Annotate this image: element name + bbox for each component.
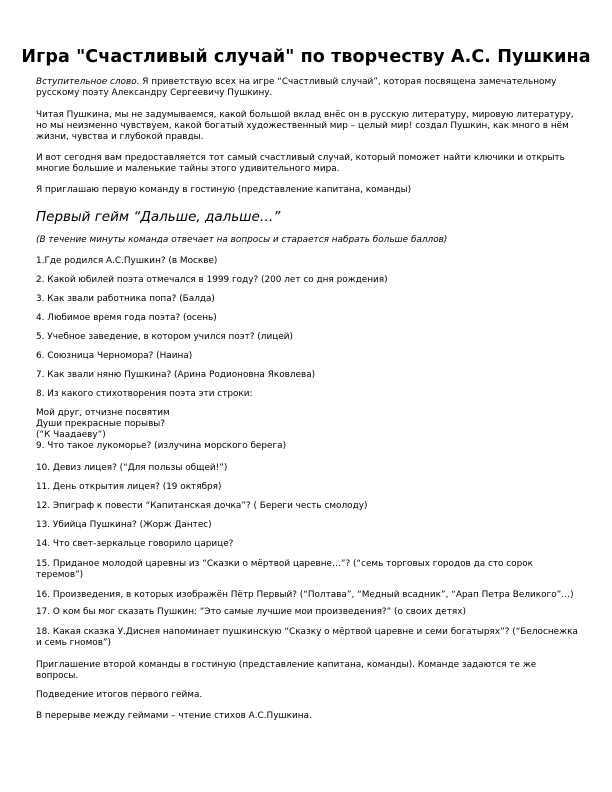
poem-line: Души прекрасные порывы? (36, 419, 166, 429)
text-line: жизни, чувства и глубокой правды. (36, 132, 204, 142)
question-1: 1.Где родился А.С.Пушкин? (в Москве) (36, 256, 218, 266)
text-line: теремов”) (36, 570, 84, 580)
text-line: Читая Пушкина, мы не задумываемся, какой большой вклад внёс он в русскую литературу, мировую литературу, (36, 110, 574, 120)
question-11: 11. День открытия лицея? (19 октября) (36, 482, 222, 492)
poem-line: (“К Чаадаеву”) (36, 430, 106, 440)
question-14: 14. Что свет-зеркальце говорило царице? (36, 539, 234, 549)
paragraph-invite-first-team: Я приглашаю первую команду в гостиную (представление капитана, команды) (36, 185, 412, 195)
page-title: Игра "Счастливый случай" по творчеству А.С. Пушкина (21, 47, 591, 67)
question-7: 7. Как звали няню Пушкина? (Арина Родионовна Яковлева) (36, 370, 316, 380)
question-17: 17. О ком бы мог сказать Пушкин: “Это самые лучшие мои произведения?” (о своих детях) (36, 607, 466, 617)
question-2: 2. Какой юбилей поэта отмечался в 1999 году? (200 лет со дня рождения) (36, 275, 388, 285)
text-line: И вот сегодня вам предоставляется тот самый счастливый случай, который поможет найти ключики и открыть (36, 153, 565, 163)
intro-text: Я приветствую всех на игре “Счастливый случай”, которая посвящена замечательному (139, 77, 557, 87)
game1-note: (В течение минуты команда отвечает на вопросы и старается набрать больше баллов) (36, 235, 448, 245)
question-18 (36, 627, 584, 649)
question-16: 16. Произведения, в которых изображён Пётр Первый? (“Полтава”, “Медный всадник”, “Арап Петра Великого”…) (36, 590, 574, 600)
paragraph-summary: Подведение итогов первого гейма. (36, 690, 203, 700)
question-9: 9. Что такое лукоморье? (излучина морского берега) (36, 441, 287, 451)
text-line: Приглашение второй команды в гостиную (представление капитана, команды). Команде задаются те же (36, 660, 537, 670)
intro-label: Вступительное слово. (36, 77, 140, 87)
question-13: 13. Убийца Пушкина? (Жорж Дантес) (36, 520, 212, 530)
text-line: 15. Приданое молодой царевны из “Сказки о мёртвой царевне…”? (“семь торговых городов да сто сорок (36, 559, 534, 569)
paragraph-happy-case (36, 153, 584, 175)
paragraph-break-reading: В перерыве между геймами – чтение стихов А.С.Пушкина. (36, 711, 312, 721)
question-4: 4. Любимое время года поэта? (осень) (36, 313, 217, 323)
question-8: 8. Из какого стихотворения поэта эти строки: (36, 389, 253, 399)
question-5: 5. Учебное заведение, в котором учился поэт? (лицей) (36, 332, 293, 342)
question-3: 3. Как звали работника попа? (Балда) (36, 294, 215, 304)
question-6: 6. Союзница Черномора? (Наина) (36, 351, 193, 361)
text-line: и семь гномов”) (36, 638, 111, 648)
paragraph-invite-second-team (36, 660, 584, 682)
poem-line: Мой друг, отчизне посвятим (36, 408, 170, 418)
poem-quote (36, 408, 584, 441)
question-10: 10. Девиз лицея? (“Для пользы общей!”) (36, 463, 228, 473)
question-12: 12. Эпиграф к повести “Капитанская дочка”? ( Береги честь смолоду) (36, 501, 368, 511)
text-line: вопросы. (36, 671, 79, 681)
paragraph-reading-pushkin (36, 110, 584, 143)
text-line: многие большие и маленькие тайны этого удивительного мира. (36, 164, 340, 174)
game1-heading: Первый гейм “Дальше, дальше…” (36, 209, 281, 225)
text-line: 18. Какая сказка У.Диснея напоминает пушкинскую “Сказку о мёртвой царевне и семи богатырях”? (“Белоснежка (36, 627, 578, 637)
text-line: но мы неизменно чувствуем, какой богатый художественный мир – целый мир! создал Пушкин, как много в нём (36, 121, 569, 131)
intro-text-line2: русскому поэту Александру Сергеевичу Пушкину. (36, 88, 273, 98)
question-15 (36, 559, 584, 581)
intro-paragraph (36, 77, 584, 99)
